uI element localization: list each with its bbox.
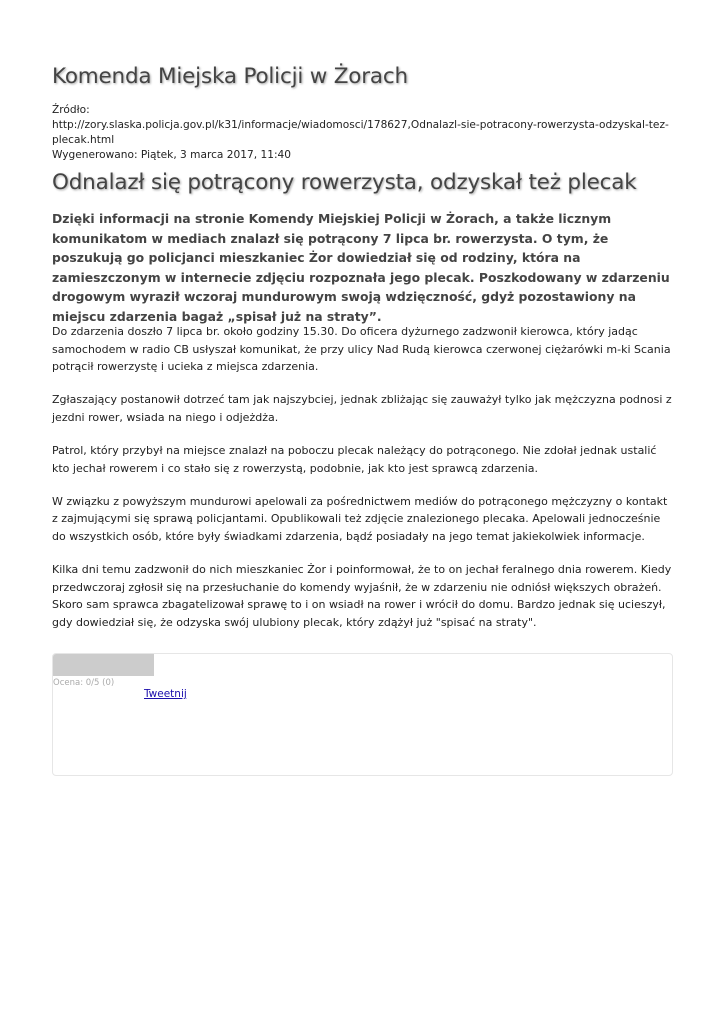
rating-box [52,653,673,776]
tweet-link[interactable]: Tweetnij [144,688,187,700]
site-title: Komenda Miejska Policji w Żorach [52,64,408,89]
generated-date: Wygenerowano: Piątek, 3 marca 2017, 11:40 [52,149,292,161]
article-body [52,323,673,647]
article-paragraph: W związku z powyższym mundurowi apelowali za pośrednictwem mediów do potrąconego mężczyzny o kontakt z zajmującymi się sprawą policjantami. Opublikowali też zdjęcie znalezionego plecaka. Apelowali jednocześnie do wszystkich osób, które były świadkami zdarzenia, bądź posiadały na jego temat jakiekolwiek informacje. [52,494,668,543]
article-paragraph: Kilka dni temu zadzwonił do nich mieszkaniec Żor i poinformował, że to on jechał feralnego dnia rowerem. Kiedy przedwczoraj zgłosił się na przesłuchanie do komendy wyjaśnił, że w zdarzeniu nie odniósł większych obrażeń. Skoro sam sprawca zbagatelizował sprawę to i on wsiadł na rower i wrócił do domu. Bardzo jednak się ucieszył, gdy dowiedział się, że odzyska swój ulubiony plecak, który zdążył już "spisać na straty". [52,562,672,629]
source-label: Źródło: [52,104,90,116]
rating-label: Ocena: 0/5 (0) [53,678,115,688]
article-paragraph: Patrol, który przybył na miejsce znalazł na poboczu plecak należący do potrąconego. Nie zdołał jednak ustalić kto jechał rowerem i co stało się z rowerzystą, podobnie, jak kto jest sprawcą zdarzenia. [52,443,657,475]
source-meta [52,103,673,163]
article-paragraph: Zgłaszający postanowił dotrzeć tam jak najszybciej, jednak zbliżając się zauważył tylko jak mężczyzna podnosi z jezdni rower, wsiada na niego i odjeżdża. [52,393,672,424]
article-title: Odnalazł się potrącony rowerzysta, odzyskał też plecak [52,170,637,195]
article-lead: Dzięki informacji na stronie Komendy Miejskiej Policji w Żorach, a także licznym komunikatom w mediach znalazł się potrącony 7 lipca br. rowerzysta. O tym, że poszukują go policjanci mieszkaniec Żor dowiedział się od rodziny, która na zamieszczonym w internecie zdjęciu rozpoznała jego plecak. Poszkodowany w zdarzeniu drogowym wyraził wczoraj mundurowym swoją wdzięczność, gdyż pozostawiony na miejscu zdarzenia bagaż „spisał już na straty”. [52,211,670,324]
rating-stars-bar[interactable] [53,654,154,676]
source-url: http://zory.slaska.policja.gov.pl/k31/informacje/wiadomosci/178627,Odnalazl-sie-potracony-rowerzysta-odzyskal-tez-plecak.html [52,119,669,146]
article-paragraph: Do zdarzenia doszło 7 lipca br. około godziny 15.30. Do oficera dyżurnego zadzwonił kierowca, który jadąc samochodem w radio CB usłyszał komunikat, że przy ulicy Nad Rudą kierowca czerwonej ciężarówki m-ki Scania potrącił rowerzystę i ucieka z miejsca zdarzenia. [52,325,671,374]
